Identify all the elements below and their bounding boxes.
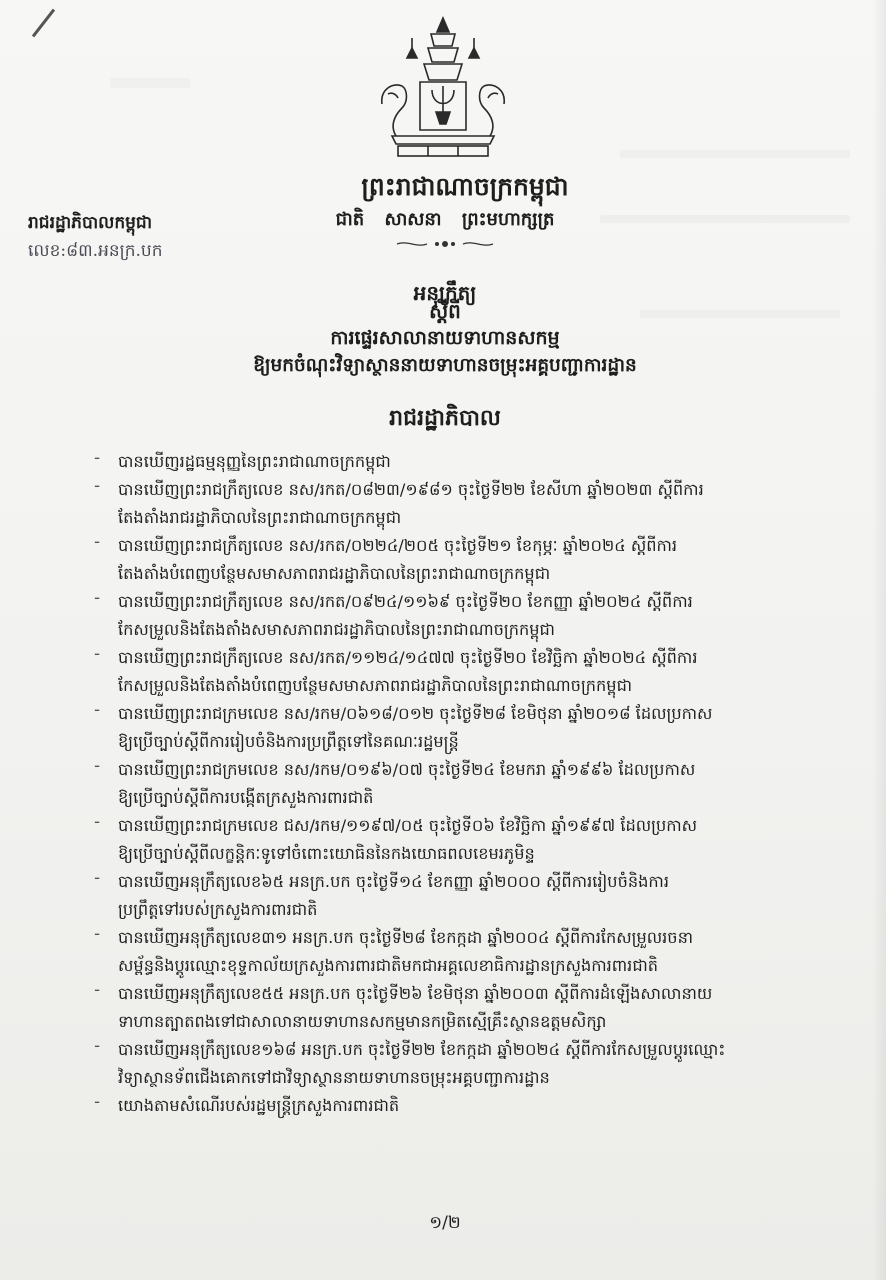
preamble-item-line: ឱ្យប្រើច្បាប់ស្តីពីលក្ខន្តិកៈទូទៅចំពោះយោធិននៃកងយោធពលខេមរភូមិន្ទ bbox=[118, 844, 535, 863]
preamble-item bbox=[90, 756, 862, 812]
bullet-dash: - bbox=[94, 700, 101, 720]
preamble-item-line: បានឃើញព្រះរាជក្រឹត្យលេខ នស/រកត/០៩២៤/១១៦៩ ចុះថ្ងៃទី២០ ខែកញ្ញា ឆ្នាំ២០២៤ ស្តីពីការ bbox=[118, 592, 693, 611]
preamble-item bbox=[90, 448, 862, 476]
ornament-divider-icon bbox=[395, 238, 495, 250]
show-through-mark bbox=[600, 215, 850, 223]
preamble-item-line: ប្រព្រឹត្តទៅរបស់ក្រសួងការពារជាតិ bbox=[118, 900, 318, 919]
bullet-dash: - bbox=[94, 532, 101, 552]
preamble-item bbox=[90, 868, 862, 924]
preamble-item-line: បានឃើញអនុក្រឹត្យលេខ១៦៨ អនក្រ.បក ចុះថ្ងៃទី២២ ខែកក្កដា ឆ្នាំ២០២៤ ស្តីពីការកែសម្រួលប្តូរឈ្មោះ bbox=[118, 1040, 726, 1059]
bullet-dash: - bbox=[94, 756, 101, 776]
issuer-heading: រាជរដ្ឋាភិបាល bbox=[389, 406, 501, 431]
preamble-item-line: ឱ្យប្រើច្បាប់ស្តីពីការបង្កើតក្រសួងការពារជាតិ bbox=[118, 788, 374, 807]
show-through-mark bbox=[110, 78, 190, 88]
preamble-item-line: តែងតាំងរាជរដ្ឋាភិបាលនៃព្រះរាជាណាចក្រកម្ពុជា bbox=[118, 508, 402, 527]
preamble-item bbox=[90, 588, 862, 644]
page-number: ១/២ bbox=[429, 1213, 461, 1233]
bullet-dash: - bbox=[94, 868, 101, 888]
preamble-item-line: តែងតាំងបំពេញបន្ថែមសមាសភាពរាជរដ្ឋាភិបាលនៃព្រះរាជាណាចក្រកម្ពុជា bbox=[118, 564, 551, 583]
bullet-dash: - bbox=[94, 588, 101, 608]
preamble-item bbox=[90, 476, 862, 532]
preamble-item-line: បានឃើញព្រះរាជក្រឹត្យលេខ នស/រកត/០៨២៣/១៩៨១ ចុះថ្ងៃទី២២ ខែសីហា ឆ្នាំ២០២៣ ស្តីពីការ bbox=[118, 480, 704, 499]
preamble-item-line: កែសម្រួលនិងតែងតាំងបំពេញបន្ថែមសមាសភាពរាជរដ្ឋាភិបាលនៃព្រះរាជាណាចក្រកម្ពុជា bbox=[118, 676, 633, 695]
preamble-item-line: បានឃើញព្រះរាជក្រមលេខ នស/រកម/០៦១៨/០១២ ចុះថ្ងៃទី២៨ ខែមិថុនា ឆ្នាំ២០១៨ ដែលប្រកាស bbox=[118, 704, 713, 723]
preamble-item-line: បានឃើញអនុក្រឹត្យលេខ៦៥ អនក្រ.បក ចុះថ្ងៃទី១៤ ខែកញ្ញា ឆ្នាំ២០០០ ស្តីពីការរៀបចំនិងការ bbox=[118, 872, 669, 891]
preamble-item-line: បានឃើញអនុក្រឹត្យលេខ៥៥ អនក្រ.បក ចុះថ្ងៃទី២៦ ខែមិថុនា ឆ្នាំ២០០៣ ស្តីពីការដំឡើងសាលានាយ bbox=[118, 984, 713, 1003]
preamble-item bbox=[90, 532, 862, 588]
government-name: រាជរដ្ឋាភិបាលកម្ពុជា bbox=[28, 213, 153, 233]
document-number: លេខ:៨៣.អនក្រ.បក bbox=[28, 241, 163, 261]
royal-emblem-icon bbox=[362, 12, 524, 162]
national-motto: ជាតិ សាសនា ព្រះមហាក្សត្រ bbox=[335, 209, 555, 230]
preamble-item bbox=[90, 980, 862, 1036]
preamble-item-line: បានឃើញព្រះរាជក្រឹត្យលេខ នស/រកត/១១២៤/១៤៧៧ ចុះថ្ងៃទី២០ ខែវិច្ឆិកា ឆ្នាំ២០២៤ ស្តីពីការ bbox=[118, 648, 698, 667]
show-through-mark bbox=[620, 150, 850, 158]
preamble-list bbox=[90, 448, 862, 1120]
preamble-item bbox=[90, 924, 862, 980]
preamble-item-line: បានឃើញរដ្ឋធម្មនុញ្ញនៃព្រះរាជាណាចក្រកម្ពុជា bbox=[118, 452, 391, 471]
preamble-item-line: បានឃើញព្រះរាជក្រមលេខ ជស/រកម/១១៩៧/០៥ ចុះថ្ងៃទី០៦ ខែវិច្ឆិកា ឆ្នាំ១៩៩៧ ដែលប្រកាស bbox=[118, 816, 698, 835]
preamble-item bbox=[90, 1092, 862, 1120]
bullet-dash: - bbox=[94, 924, 101, 944]
preamble-item-line: វិទ្យាស្ថានទ័ពជើងគោកទៅជាវិទ្យាស្ថាននាយទាហានចម្រុះអគ្គបញ្ជាការដ្ឋាន bbox=[118, 1068, 550, 1087]
pen-mark bbox=[32, 9, 55, 38]
bullet-dash: - bbox=[94, 448, 101, 468]
bullet-dash: - bbox=[94, 1036, 101, 1056]
page-edge-shadow bbox=[872, 0, 886, 1280]
show-through-mark bbox=[640, 310, 840, 318]
preamble-item-line: បានឃើញព្រះរាជក្រឹត្យលេខ នស/រកត/០២២៤/២០៥ ចុះថ្ងៃទី២១ ខែកុម្ភៈ ឆ្នាំ២០២៤ ស្តីពីការ bbox=[118, 536, 678, 555]
preamble-item bbox=[90, 644, 862, 700]
subject-title-line-1: ការផ្ទេរសាលានាយទាហានសកម្ម bbox=[330, 327, 560, 349]
preamble-item-line: សម្ព័ន្ធនិងប្តូរឈ្មោះខុទ្ទកាល័យក្រសួងការពារជាតិមកជាអគ្គលេខាធិការដ្ឋានក្រសួងការពារជាតិ bbox=[118, 956, 659, 975]
bullet-dash: - bbox=[94, 980, 101, 1000]
bullet-dash: - bbox=[94, 476, 101, 496]
preamble-item-line: កែសម្រួលនិងតែងតាំងសមាសភាពរាជរដ្ឋាភិបាលនៃព្រះរាជាណាចក្រកម្ពុជា bbox=[118, 620, 555, 639]
preamble-item-line: បានឃើញអនុក្រឹត្យលេខ៣១ អនក្រ.បក ចុះថ្ងៃទី២៨ ខែកក្កដា ឆ្នាំ២០០៤ ស្តីពីការកែសម្រួលរចនា bbox=[118, 928, 693, 947]
document-type: អនុក្រឹត្យ bbox=[413, 281, 477, 305]
preamble-item bbox=[90, 812, 862, 868]
kingdom-heading: ព្រះរាជាណាចក្រកម្ពុជា bbox=[361, 172, 569, 201]
preamble-item-line: ទាហានត្បាតពងទៅជាសាលានាយទាហានសកម្មមានកម្រិតស្មើគ្រឹះស្ថានឧត្តមសិក្សា bbox=[118, 1012, 607, 1031]
bullet-dash: - bbox=[94, 644, 101, 664]
preamble-item bbox=[90, 1036, 862, 1092]
preamble-item-line: ឱ្យប្រើច្បាប់ស្តីពីការរៀបចំនិងការប្រព្រឹត្តទៅនៃគណៈរដ្ឋមន្ត្រី bbox=[118, 732, 459, 751]
preamble-item-line: បានឃើញព្រះរាជក្រមលេខ នស/រកម/០១៩៦/០៧ ចុះថ្ងៃទី២៤ ខែមករា ឆ្នាំ១៩៩៦ ដែលប្រកាស bbox=[118, 760, 696, 779]
preamble-item bbox=[90, 700, 862, 756]
bullet-dash: - bbox=[94, 812, 101, 832]
bullet-dash: - bbox=[94, 1092, 101, 1112]
subject-label: ស្តីពី bbox=[429, 299, 461, 323]
preamble-item-line: យោងតាមសំណើរបស់រដ្ឋមន្ត្រីក្រសួងការពារជាតិ bbox=[118, 1096, 400, 1115]
subject-title-line-2: ឱ្យមកចំណុះវិទ្យាស្ថាននាយទាហានចម្រុះអគ្គបញ្ជាការដ្ឋាន bbox=[253, 355, 637, 376]
